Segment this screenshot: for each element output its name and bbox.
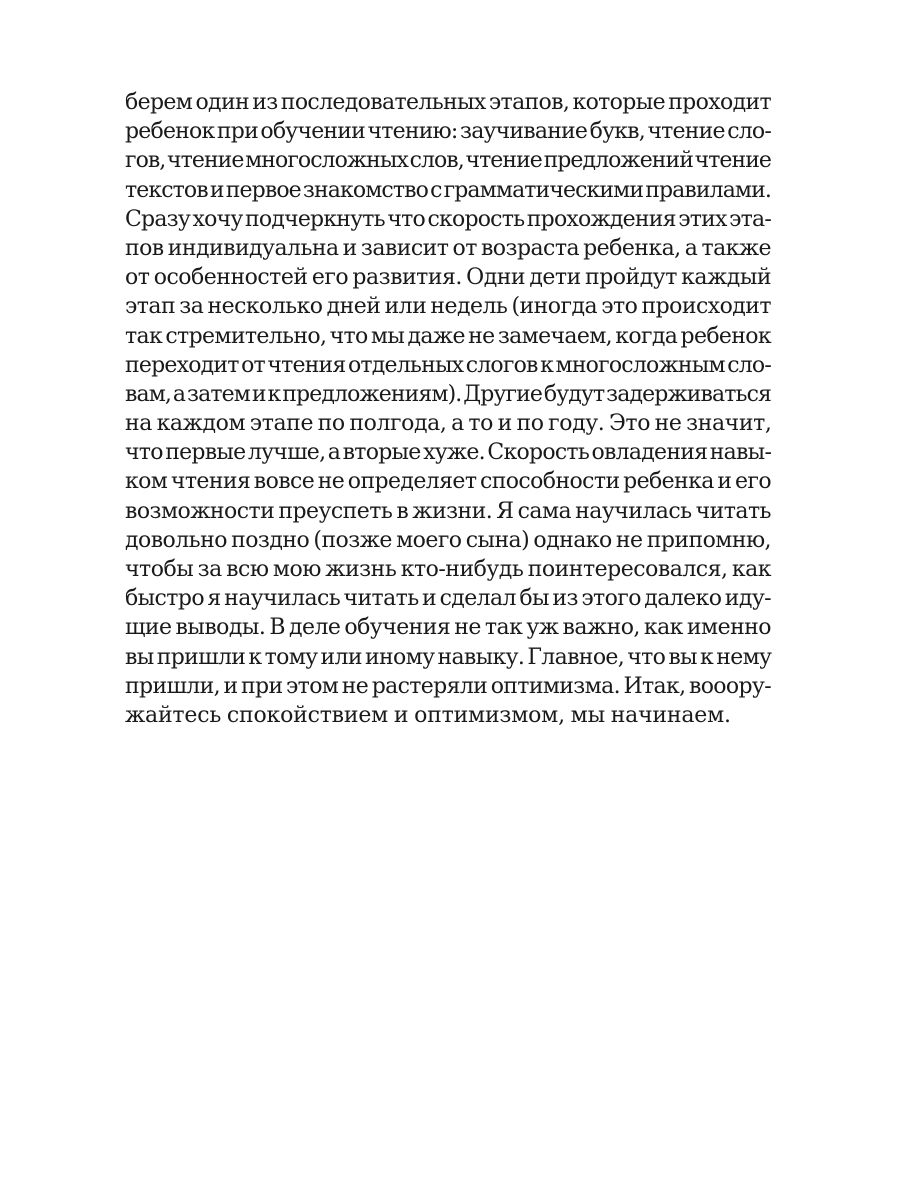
text-line: вы пришли к тому или иному навыку. Главное, что вы к нему <box>125 644 772 670</box>
text-line: берем один из последовательных этапов, которые проходит <box>125 90 771 115</box>
text-line: щие выводы. В деле обучения не так уж важно, как именно <box>125 615 771 641</box>
text-line: жайтесь спокойствием и оптимизмом, мы начинаем. <box>125 702 731 728</box>
text-line: Сразу хочу подчеркнуть что скорость прохождения этих эта- <box>125 206 771 232</box>
text-line: вам, а затем и к предложениям). Другие будут задерживаться <box>125 381 771 407</box>
text-line: быстро я научилась читать и сделал бы из этого далеко иду- <box>125 586 771 612</box>
text-line: что первые лучше, а вторые хуже. Скорость овладения навы- <box>125 440 772 466</box>
text-line: так стремительно, что мы даже не замечаем, когда ребенок <box>125 323 771 349</box>
text-line: от особенностей его развития. Одни дети пройдут каждый <box>125 265 771 291</box>
text-line: пришли, и при этом не растеряли оптимизма. Итак, вооору- <box>125 673 771 699</box>
text-line: переходит от чтения отдельных слогов к многосложным сло- <box>125 352 771 378</box>
text-line: чтобы за всю мою жизнь кто-нибудь поинтересовался, как <box>125 557 771 582</box>
text-line: текстов и первое знакомство с грамматическими правилами. <box>125 177 771 203</box>
text-line: на каждом этапе по полгода, а то и по году. Это не значит, <box>125 411 772 437</box>
text-line: довольно поздно (позже моего сына) однако не припомню, <box>125 527 771 553</box>
text-line: этап за несколько дней или недель (иногда это происходит <box>125 294 771 320</box>
body-text <box>125 88 771 730</box>
text-line: гов, чтение многосложных слов, чтение предложений чтение <box>125 148 771 174</box>
text-line: пов индивидуальна и зависит от возраста ребенка, а также <box>125 235 771 261</box>
text-line: ком чтения вовсе не определяет способности ребенка и его <box>125 469 771 495</box>
text-line: ребенок при обучении чтению: заучивание букв, чтение сло- <box>125 119 771 145</box>
text-line: возможности преуспеть в жизни. Я сама научилась читать <box>125 498 771 524</box>
